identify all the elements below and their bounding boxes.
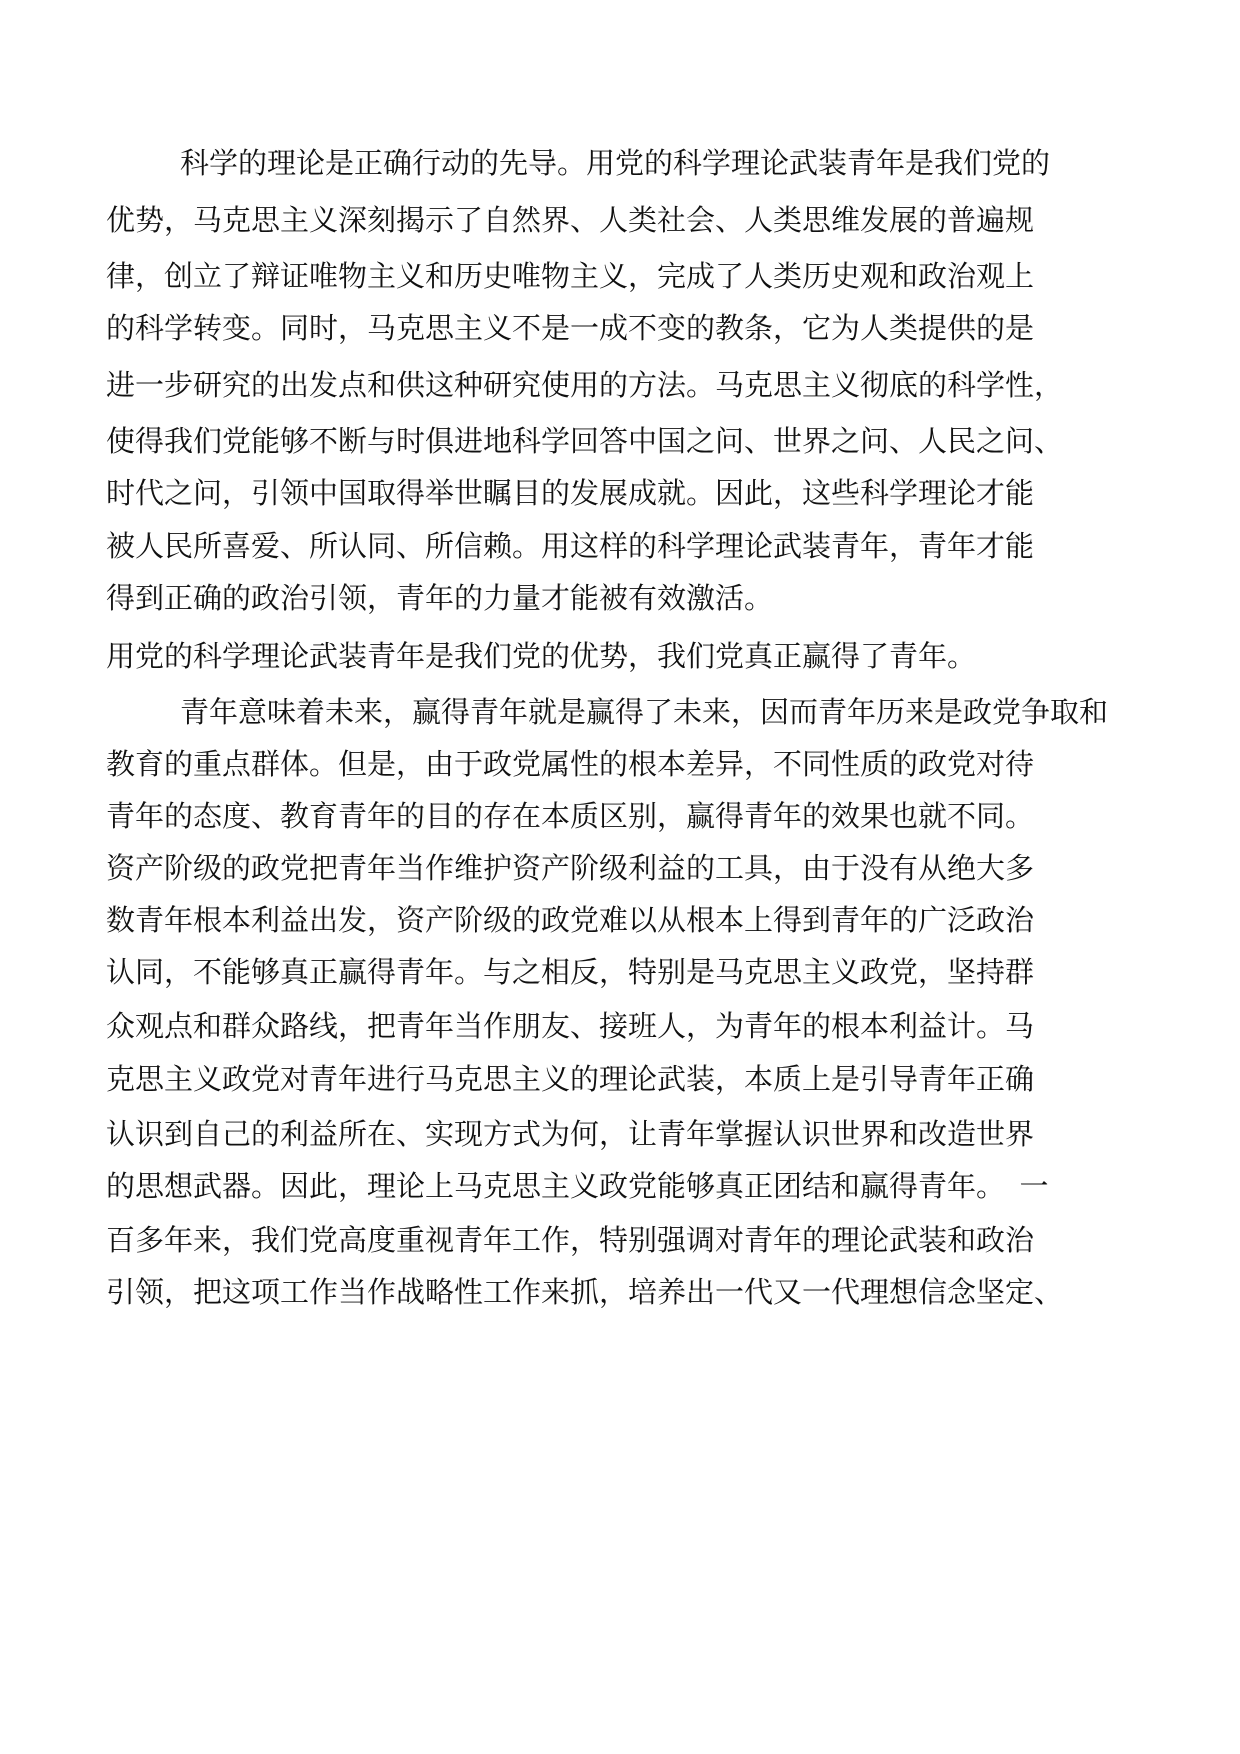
- text-line-15: 数青年根本利益出发，资产阶级的政党难以从根本上得到青年的广泛政治: [106, 903, 1035, 937]
- text-line-21: 百多年来，我们党高度重视青年工作，特别强调对青年的理论武装和政治: [106, 1223, 1035, 1257]
- text-line-14: 资产阶级的政党把青年当作维护资产阶级利益的工具，由于没有从绝大多: [106, 851, 1035, 885]
- text-line-11: 青年意味着未来，赢得青年就是赢得了未来，因而青年历来是政党争取和: [180, 695, 1109, 729]
- text-line-7: 时代之问，引领中国取得举世瞩目的发展成就。因此，这些科学理论才能: [106, 476, 1035, 510]
- text-line-3: 律，创立了辩证唯物主义和历史唯物主义，完成了人类历史观和政治观上: [106, 259, 1035, 293]
- text-line-4: 的科学转变。同时，马克思主义不是一成不变的教条，它为人类提供的是: [106, 311, 1035, 345]
- text-line-1: 科学的理论是正确行动的先导。用党的科学理论武装青年是我们党的: [180, 146, 1051, 180]
- text-line-9: 得到正确的政治引领，青年的力量才能被有效激活。: [106, 581, 774, 615]
- text-line-8: 被人民所喜爱、所认同、所信赖。用这样的科学理论武装青年，青年才能: [106, 529, 1035, 563]
- text-line-16: 认同，不能够真正赢得青年。与之相反，特别是马克思主义政党，坚持群: [106, 955, 1035, 989]
- text-line-2: 优势，马克思主义深刻揭示了自然界、人类社会、人类思维发展的普遍规: [106, 203, 1035, 237]
- text-line-20: 的思想武器。因此，理论上马克思主义政党能够真正团结和赢得青年。 一: [106, 1169, 1049, 1203]
- text-line-22: 引领，把这项工作当作战略性工作来抓，培养出一代又一代理想信念坚定、: [106, 1275, 1064, 1309]
- text-line-18: 克思主义政党对青年进行马克思主义的理论武装，本质上是引导青年正确: [106, 1062, 1035, 1096]
- text-line-19: 认识到自己的利益所在、实现方式为何，让青年掌握认识世界和改造世界: [106, 1117, 1035, 1151]
- text-line-10: 用党的科学理论武装青年是我们党的优势，我们党真正赢得了青年。: [106, 639, 977, 673]
- text-line-13: 青年的态度、教育青年的目的存在本质区别，赢得青年的效果也就不同。: [106, 799, 1035, 833]
- text-line-6: 使得我们党能够不断与时俱进地科学回答中国之问、世界之问、人民之问、: [106, 424, 1064, 458]
- text-line-5: 进一步研究的出发点和供这种研究使用的方法。马克思主义彻底的科学性，: [106, 368, 1064, 402]
- text-line-12: 教育的重点群体。但是，由于政党属性的根本差异，不同性质的政党对待: [106, 747, 1035, 781]
- text-line-17: 众观点和群众路线，把青年当作朋友、接班人，为青年的根本利益计。马: [106, 1009, 1035, 1043]
